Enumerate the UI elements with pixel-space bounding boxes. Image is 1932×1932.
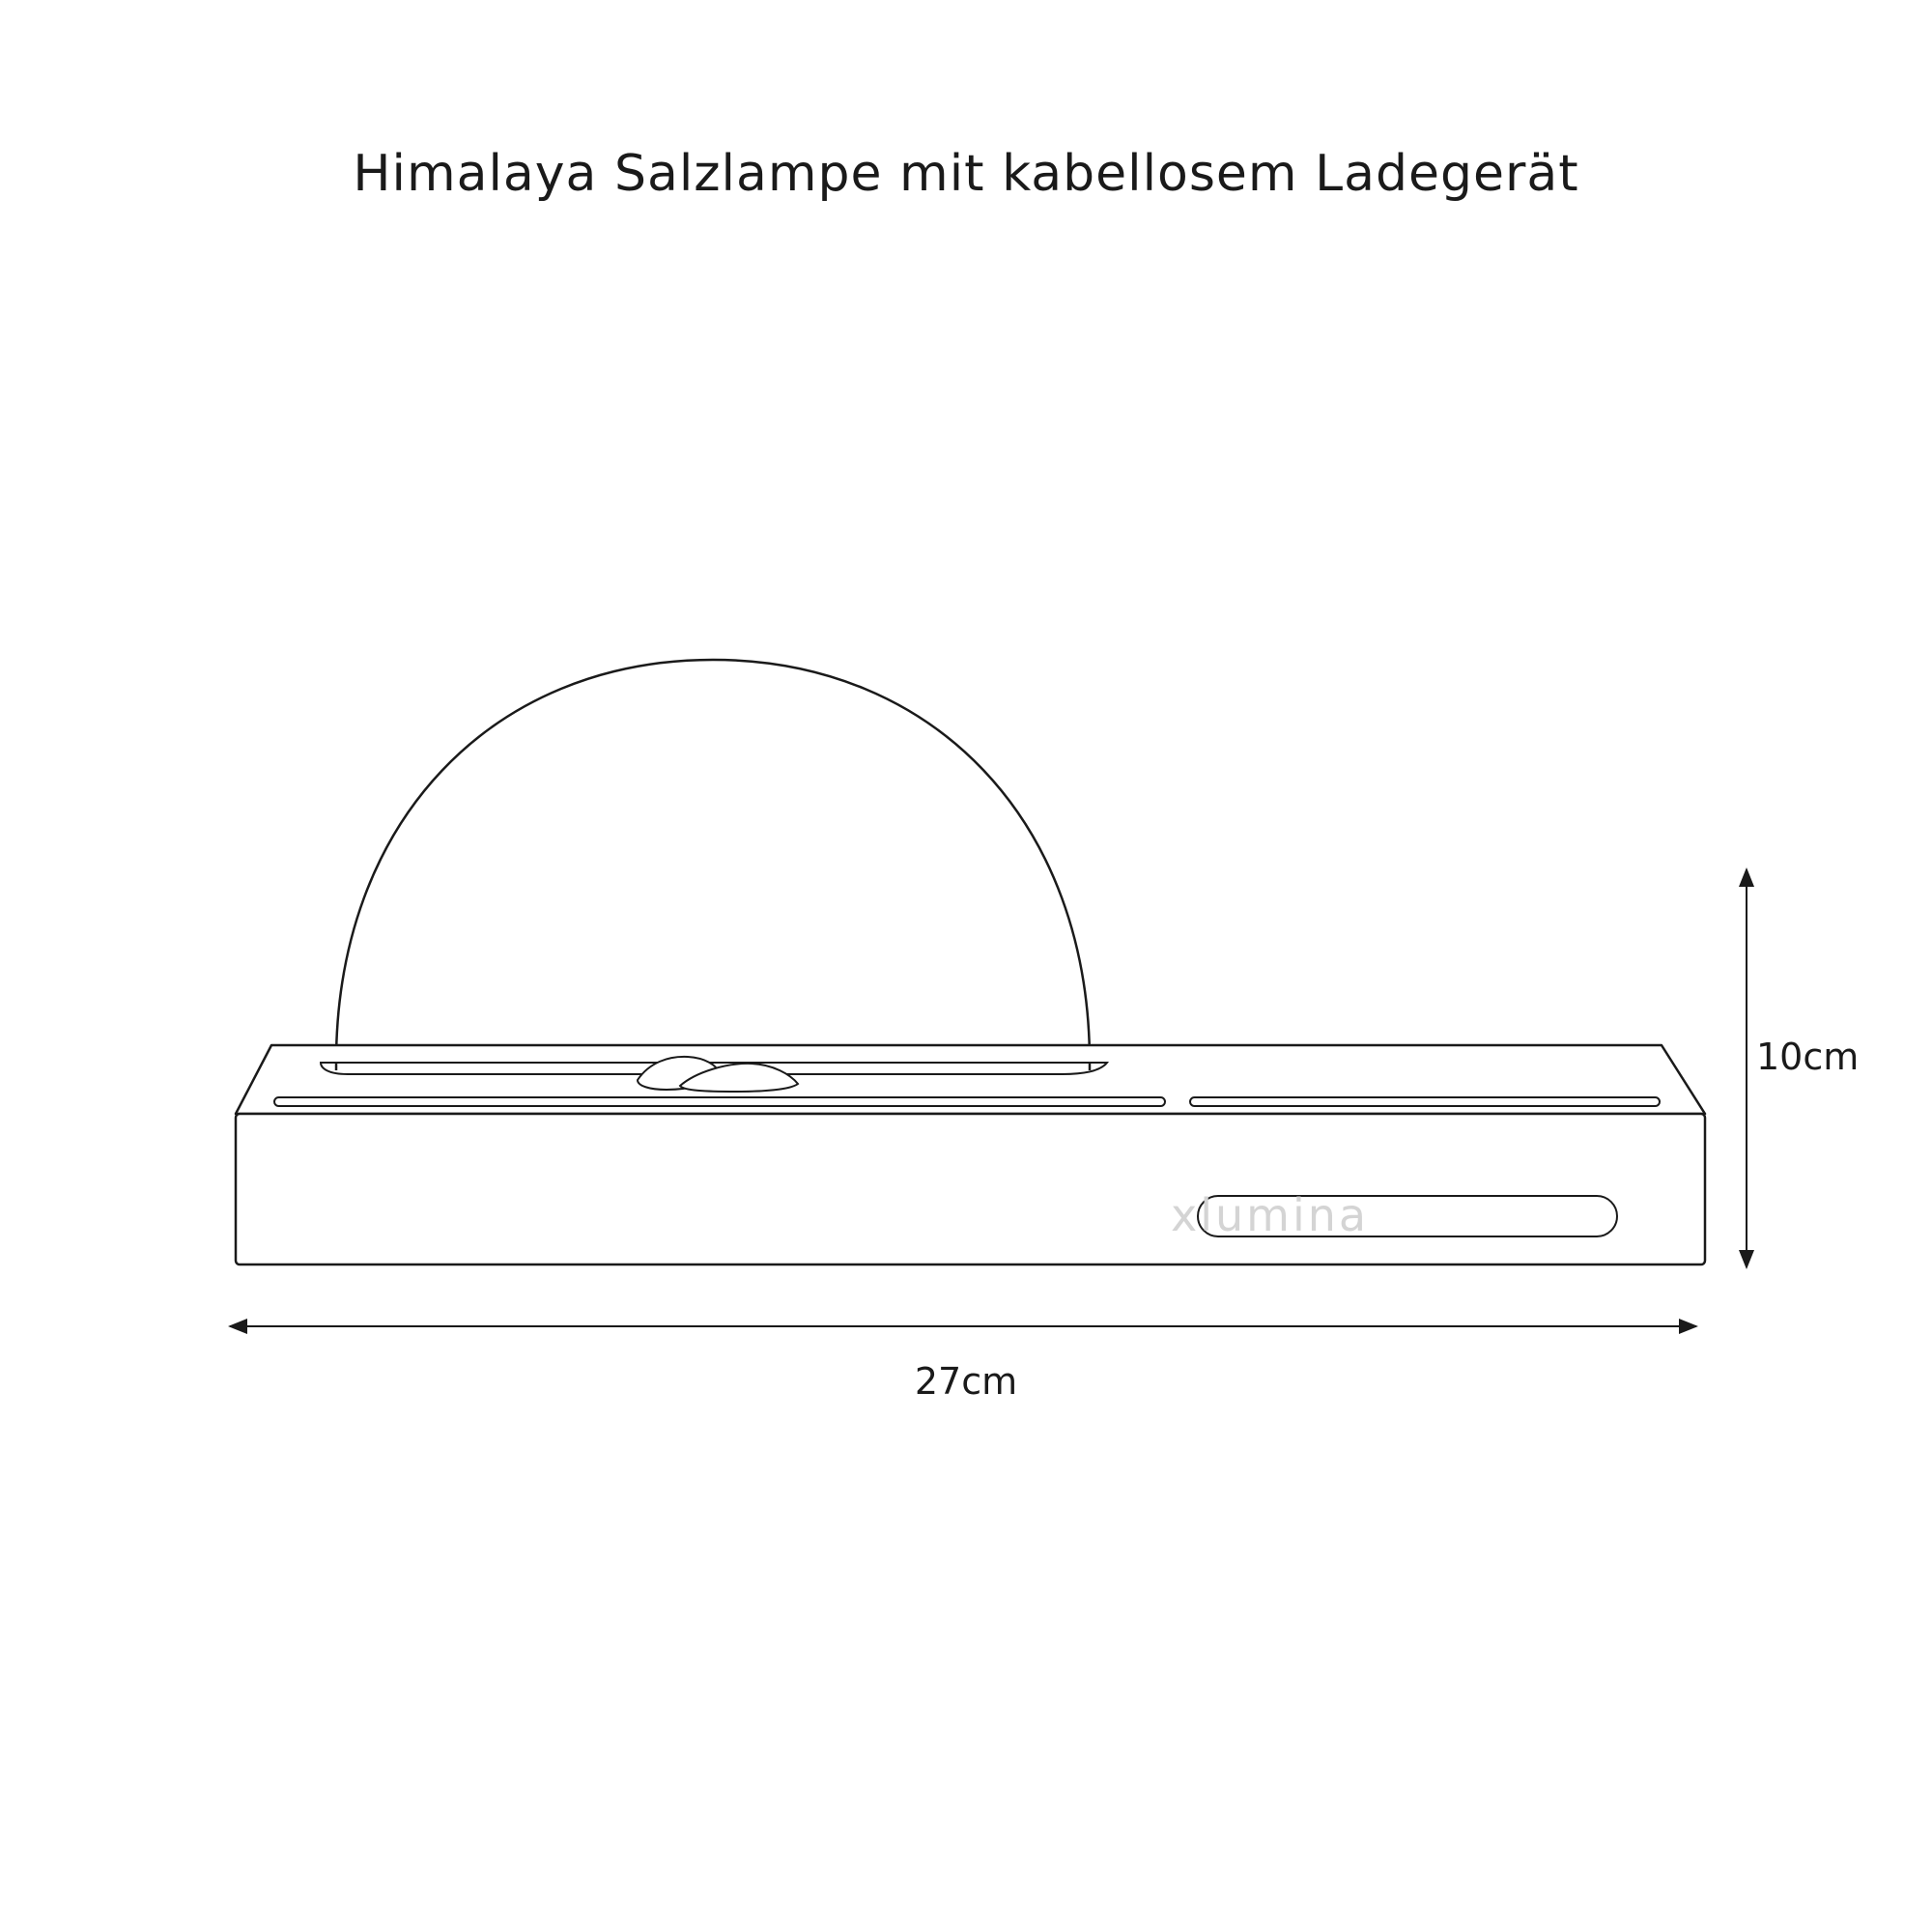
- diagram-title: Himalaya Salzlampe mit kabellosem Ladegerät: [353, 145, 1579, 203]
- base-front-face: [236, 1114, 1705, 1264]
- brand-text: xlumina: [1171, 1189, 1370, 1241]
- front-groove-left: [274, 1097, 1165, 1106]
- height-dimension-label: 10cm: [1756, 1036, 1860, 1078]
- front-groove-right: [1190, 1097, 1660, 1106]
- salt-lamp-dome: [336, 660, 1090, 1063]
- width-dimension-label: 27cm: [914, 1360, 1018, 1403]
